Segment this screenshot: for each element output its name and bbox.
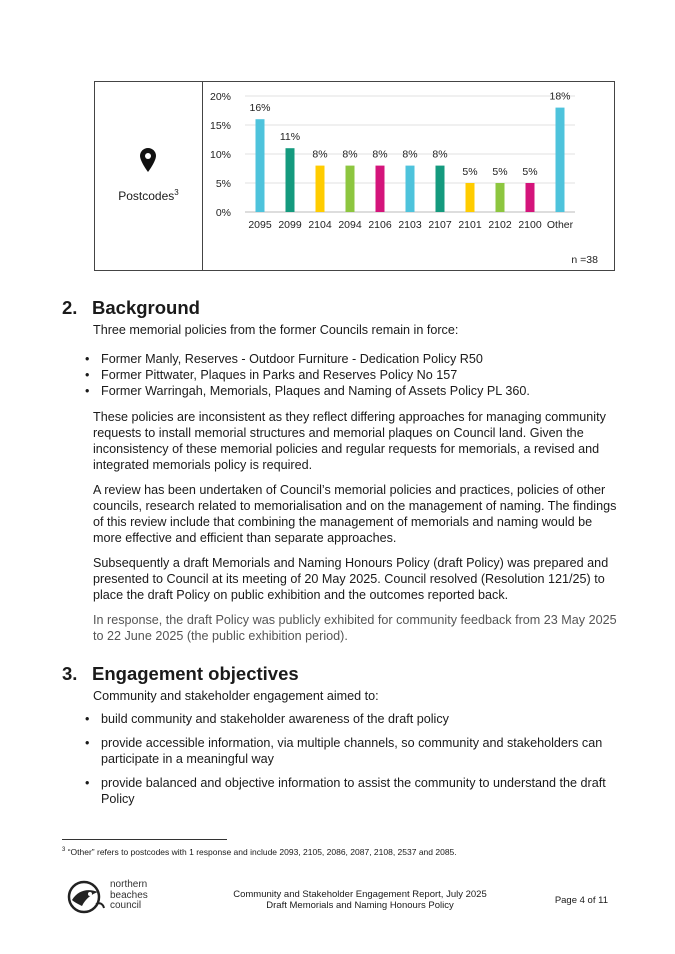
y-tick-label: 0% [215,207,231,219]
background-policy-list [85,351,625,399]
x-tick-label: 2099 [278,219,302,231]
bar [376,166,385,212]
engagement-intro: Community and stakeholder engagement aimed to: [93,689,379,703]
x-tick-label: 2094 [338,219,362,231]
postcodes-label-cell [95,82,202,270]
postcodes-label: Postcodes$^3$ [118,188,179,203]
data-label: 5% [522,166,538,178]
bar [556,108,565,212]
list-item: • provide balanced and objective information to assist the community to understand the draft Policy [85,775,625,807]
y-tick-label: 5% [215,178,231,190]
council-logo-text: northern beaches council [110,879,148,911]
x-tick-label: 2101 [458,219,482,231]
bar [466,183,475,212]
page-number: Page 4 of 11 [554,895,608,906]
data-label: 8% [342,148,358,161]
bar [526,183,535,212]
x-tick-label: Other [546,219,574,231]
data-label: 5% [492,166,508,178]
y-tick-label: 15% [209,120,231,132]
list-item: • build community and stakeholder awareness of the draft policy [85,711,625,727]
footnote: $^3$ “Other” refers to postcodes with 1 response and include 2093, 2105, 2086, 2087, 2108, 2537 and 2085. [62,847,457,857]
data-label: 5% [462,166,478,178]
bar [436,166,445,212]
list-item: • Former Pittwater, Plaques in Parks and Reserves Policy No 157 [85,367,625,383]
background-paragraph-4: In response, the draft Policy was publicly exhibited for community feedback from 23 May 2025 to 22 June 2025 (the public exhibition period). [93,613,617,643]
bar [346,166,355,212]
data-label: 8% [312,148,328,161]
background-paragraph-2: A review has been undertaken of Council’s memorial policies and practices, policies of other councils, research related to memorialisation and on the management of naming. The findings of this review include that combining the management of memorials and naming would be more effective and efficient than separate approaches. [93,483,617,545]
y-tick-label: 20% [209,91,231,103]
data-label: 8% [372,148,388,161]
engagement-objectives-list [85,711,625,807]
bar [256,119,265,212]
footnote-divider [62,839,227,840]
background-paragraph-1: These policies are inconsistent as they reflect differing approaches for managing community requests to install memorial structures and memorial plaques on Council land. Given the inconsistency of these memorial policies and regular requests for memorials, a revised and integrated memorials policy is required. [93,410,606,472]
background-intro: Three memorial policies from the former Councils remain in force: [93,323,459,337]
list-item: • Former Warringah, Memorials, Plaques and Naming of Assets Policy PL 360. [85,383,625,399]
x-tick-label: 2107 [428,219,452,231]
data-label: 11% [279,131,301,144]
postcodes-bar-chart [203,82,614,270]
bar [406,166,415,212]
data-label: 16% [249,102,271,115]
y-tick-label: 10% [209,149,231,161]
x-tick-label: 2100 [518,219,542,231]
x-tick-label: 2103 [398,219,422,231]
list-item: • provide accessible information, via multiple channels, so community and stakeholders can participate in a meaningful way [85,735,625,767]
bar [286,148,295,212]
bar [316,166,325,212]
x-tick-label: 2104 [308,219,332,231]
x-tick-label: 2095 [248,219,272,231]
data-label: 8% [402,148,418,161]
location-pin-icon [140,148,156,172]
list-item: • Former Manly, Reserves - Outdoor Furniture - Dedication Policy R50 [85,351,625,367]
data-label: 18% [549,90,571,103]
footer-document-title: Community and Stakeholder Engagement Report, July 2025 Draft Memorials and Naming Honours Policy [233,889,487,911]
postcodes-chart-box [94,81,615,271]
bar [496,183,505,212]
background-paragraph-3: Subsequently a draft Memorials and Naming Honours Policy (draft Policy) was prepared and presented to Council at its meeting of 20 May 2025. Council resolved (Resolution 121/25) to place the draft Policy on public exhibition and the outcomes reported back. [93,556,609,602]
x-tick-label: 2102 [488,219,512,231]
council-logo-icon [66,880,106,914]
sample-size-label: n =38 [571,254,598,266]
data-label: 8% [432,148,448,161]
x-tick-label: 2106 [368,219,392,231]
